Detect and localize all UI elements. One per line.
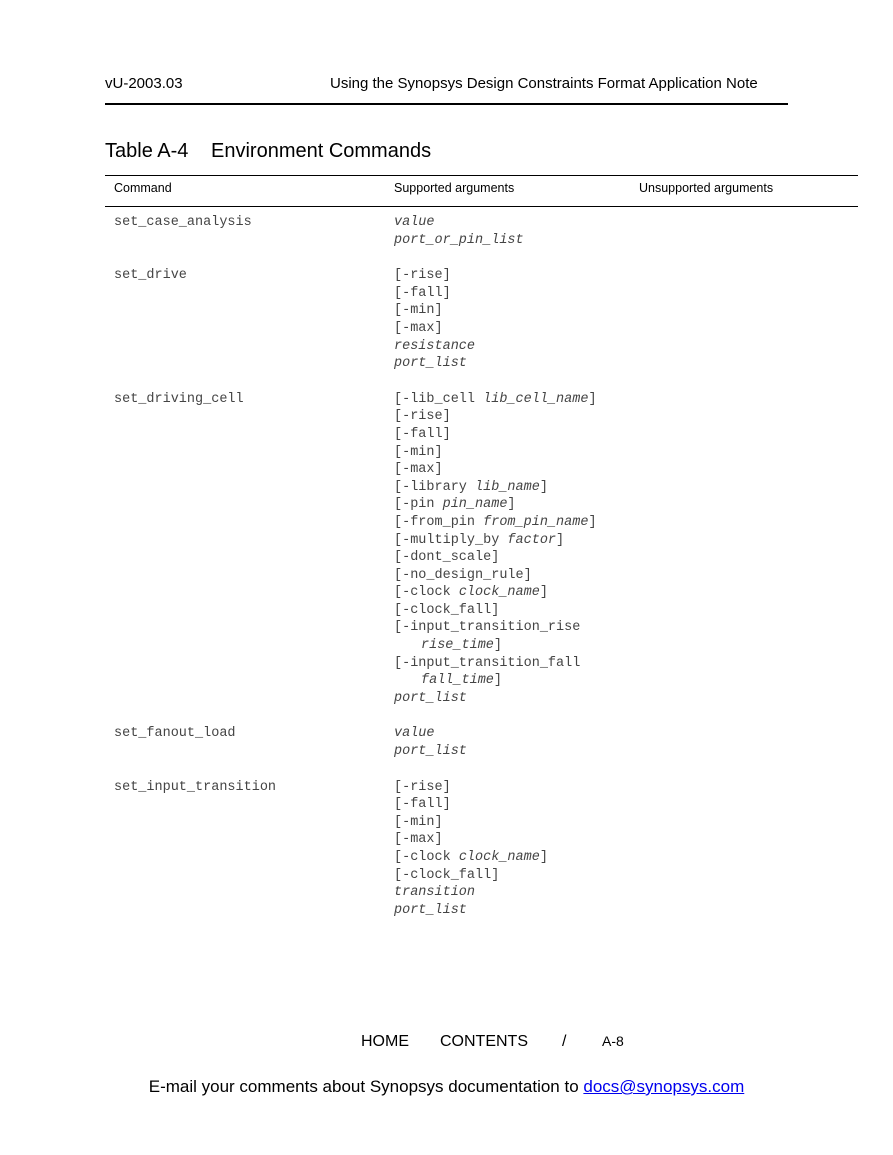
argument-line xyxy=(394,567,893,585)
argument-text: [-rise] xyxy=(394,268,451,284)
argument-line xyxy=(394,655,893,673)
argument-line xyxy=(394,814,893,832)
supported-arguments xyxy=(394,391,893,708)
argument-line xyxy=(394,338,893,356)
argument-placeholder: resistance xyxy=(394,338,476,354)
argument-text: ] xyxy=(539,850,548,865)
argument-line xyxy=(394,479,893,497)
argument-line xyxy=(394,214,893,232)
argument-text: ] xyxy=(556,532,565,548)
argument-placeholder: pin_name xyxy=(442,497,508,513)
argument-line xyxy=(394,461,893,479)
argument-text: ] xyxy=(588,514,597,530)
argument-line xyxy=(394,743,893,761)
argument-line xyxy=(394,532,893,550)
argument-text: [-lib_cell xyxy=(394,391,484,407)
argument-text: [-min] xyxy=(394,814,443,830)
page-number: A-8 xyxy=(602,1033,624,1049)
argument-placeholder: value xyxy=(394,726,435,742)
argument-text: [-fall] xyxy=(394,285,451,301)
table-top-rule xyxy=(105,175,858,176)
argument-placeholder: clock_name xyxy=(458,585,540,601)
feedback-text: E-mail your comments about Synopsys documentation to xyxy=(148,1077,584,1096)
argument-line xyxy=(394,619,893,637)
home-link[interactable]: HOME xyxy=(361,1033,409,1050)
argument-text: [-library xyxy=(394,479,476,495)
supported-arguments xyxy=(394,214,893,249)
argument-text: ] xyxy=(493,638,503,654)
argument-placeholder: port_list xyxy=(394,690,467,706)
command-name: set_driving_cell xyxy=(114,391,244,407)
command-name: set_drive xyxy=(114,268,187,284)
column-header-supported: Supported arguments xyxy=(394,181,515,195)
argument-text: [-clock_fall] xyxy=(394,602,500,618)
argument-line xyxy=(394,355,893,373)
version-label: vU-2003.03 xyxy=(105,75,183,92)
table-row xyxy=(0,391,893,708)
table-header-rule xyxy=(105,206,858,207)
argument-text: ] xyxy=(539,585,548,601)
command-name: set_input_transition xyxy=(114,779,277,795)
column-header-command: Command xyxy=(114,181,172,195)
argument-text: [-clock xyxy=(394,850,459,865)
supported-arguments xyxy=(394,725,893,760)
argument-text: [-fall] xyxy=(394,426,451,442)
argument-line xyxy=(394,320,893,338)
argument-placeholder: port_list xyxy=(394,356,467,372)
argument-line xyxy=(394,690,893,708)
argument-placeholder: clock_name xyxy=(458,850,540,865)
argument-line xyxy=(394,391,893,409)
argument-text: [-clock xyxy=(394,585,459,601)
argument-line xyxy=(394,267,893,285)
argument-text: [-input_transition_rise xyxy=(394,620,581,636)
column-header-unsupported: Unsupported arguments xyxy=(639,181,774,195)
table-row xyxy=(0,779,893,920)
argument-text: [-max] xyxy=(394,832,443,848)
supported-arguments xyxy=(394,267,893,373)
argument-line xyxy=(394,496,893,514)
argument-placeholder: lib_cell_name xyxy=(483,391,589,407)
argument-placeholder: fall_time xyxy=(421,673,494,689)
argument-placeholder: port_or_pin_list xyxy=(394,232,524,248)
table-caption xyxy=(105,140,431,163)
argument-placeholder: factor xyxy=(507,532,557,548)
argument-line xyxy=(394,302,893,320)
argument-text: [-input_transition_fall xyxy=(394,655,581,671)
argument-placeholder: port_list xyxy=(394,744,467,760)
argument-line xyxy=(394,426,893,444)
command-name: set_fanout_load xyxy=(114,726,236,742)
argument-line xyxy=(394,796,893,814)
argument-text: [-rise] xyxy=(394,409,451,425)
table-row xyxy=(0,725,893,760)
argument-text: ] xyxy=(507,497,516,513)
argument-line xyxy=(394,902,893,920)
argument-line xyxy=(394,602,893,620)
argument-line xyxy=(394,514,893,532)
argument-line xyxy=(394,672,893,690)
argument-text: [-min] xyxy=(394,444,443,460)
argument-line xyxy=(394,408,893,426)
argument-text: [-fall] xyxy=(394,797,451,813)
argument-line xyxy=(394,232,893,250)
argument-line xyxy=(394,849,893,867)
header-rule xyxy=(105,103,788,105)
argument-placeholder: transition xyxy=(394,885,476,901)
argument-text: [-pin xyxy=(394,497,443,513)
argument-placeholder: value xyxy=(394,215,435,230)
argument-line xyxy=(394,444,893,462)
argument-text: [-from_pin xyxy=(394,514,484,530)
feedback-footer xyxy=(0,1077,893,1097)
supported-arguments xyxy=(394,779,893,920)
command-name: set_case_analysis xyxy=(114,215,252,230)
argument-text: ] xyxy=(493,673,503,689)
argument-text: [-dont_scale] xyxy=(394,550,500,566)
argument-line xyxy=(394,831,893,849)
argument-line xyxy=(394,285,893,303)
table-number: Table A-4 xyxy=(105,140,189,162)
argument-line xyxy=(394,584,893,602)
argument-line xyxy=(394,549,893,567)
argument-text: ] xyxy=(588,391,597,407)
argument-placeholder: rise_time xyxy=(421,638,494,654)
argument-placeholder: port_list xyxy=(394,902,467,918)
argument-text: ] xyxy=(539,479,548,495)
argument-text: [-multiply_by xyxy=(394,532,508,548)
nav-separator: / xyxy=(562,1033,567,1050)
argument-text: [-clock_fall] xyxy=(394,867,500,883)
argument-text: [-rise] xyxy=(394,779,451,795)
contents-link[interactable]: CONTENTS xyxy=(440,1033,528,1050)
argument-line xyxy=(394,867,893,885)
feedback-email-link[interactable]: docs@synopsys.com xyxy=(583,1077,745,1096)
argument-line xyxy=(394,884,893,902)
table-body xyxy=(0,214,893,937)
argument-text: [-max] xyxy=(394,320,443,336)
table-row xyxy=(0,214,893,249)
argument-placeholder: from_pin_name xyxy=(483,514,589,530)
document-title: Using the Synopsys Design Constraints Format Application Note xyxy=(330,75,758,92)
table-row xyxy=(0,267,893,373)
argument-line xyxy=(394,779,893,797)
argument-placeholder: lib_name xyxy=(475,479,540,495)
table-title: Environment Commands xyxy=(211,140,432,162)
argument-text: [-max] xyxy=(394,462,443,478)
argument-text: [-min] xyxy=(394,303,443,319)
argument-line xyxy=(394,725,893,743)
argument-text: [-no_design_rule] xyxy=(394,567,532,583)
argument-line xyxy=(394,637,893,655)
